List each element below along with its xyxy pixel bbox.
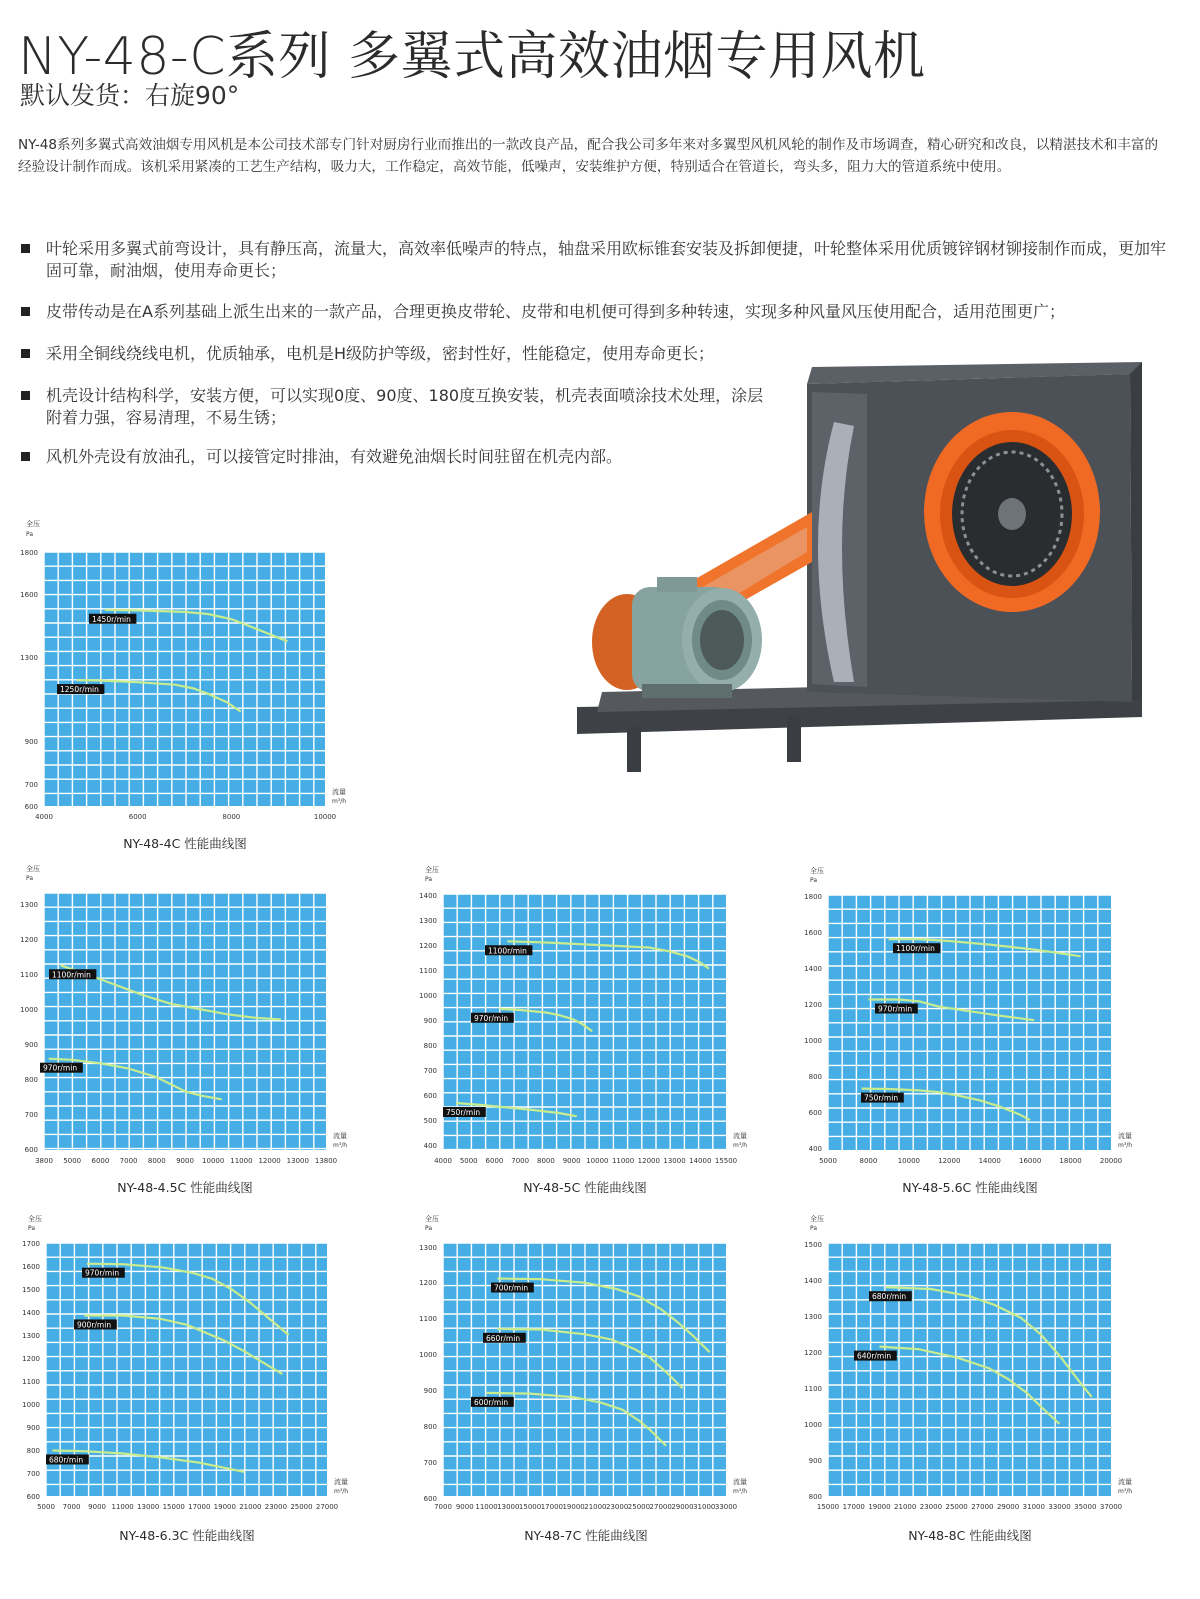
feature-item: 皮带传动是在A系列基础上派生出来的一款产品，合理更换皮带轮、皮带和电机便可得到多种转速，实现多种风量风压使用配合，适用范围更广； bbox=[18, 301, 1178, 323]
x-tick-label: 11000 bbox=[611, 1157, 635, 1165]
y-tick-label: 600 bbox=[26, 1493, 40, 1501]
y-tick-label: 1000 bbox=[419, 1351, 437, 1359]
y-axis-label: 全压 bbox=[810, 867, 824, 875]
x-tick-label: 23000 bbox=[606, 1503, 629, 1511]
series-label: 1100r/min bbox=[52, 970, 91, 980]
y-axis-unit: Pa bbox=[425, 876, 433, 883]
x-tick-label: 17000 bbox=[188, 1503, 211, 1511]
y-tick-label: 1300 bbox=[20, 901, 38, 909]
x-tick-label: 14000 bbox=[689, 1157, 712, 1165]
chart-title: NY-48-7C 性能曲线图 bbox=[524, 1528, 648, 1543]
x-tick-label: 13000 bbox=[137, 1503, 160, 1511]
series-label: 660r/min bbox=[486, 1333, 521, 1343]
x-tick-label: 11000 bbox=[475, 1503, 498, 1511]
y-tick-label: 800 bbox=[808, 1493, 822, 1501]
x-tick-label: 20000 bbox=[1099, 1157, 1123, 1165]
x-tick-label: 13000 bbox=[663, 1157, 686, 1165]
y-axis-label: 全压 bbox=[28, 1215, 42, 1223]
x-axis-label: 流量 bbox=[733, 1132, 747, 1140]
y-tick-label: 800 bbox=[423, 1423, 437, 1431]
y-tick-label: 1400 bbox=[419, 892, 437, 900]
x-axis-unit: m³/h bbox=[334, 1488, 349, 1495]
x-tick-label: 14000 bbox=[978, 1157, 1001, 1165]
chart-5 bbox=[46, 1243, 327, 1496]
x-tick-label: 16000 bbox=[1019, 1157, 1042, 1165]
chart-6 bbox=[443, 1243, 726, 1496]
intro-paragraph: NY-48系列多翼式高效油烟专用风机是本公司技术部专门针对厨房行业而推出的一款改良产品，配合我公司多年来对多翼型风机风轮的制作及市场调查，精心研究和改良，以精湛技术和丰富的经验设计制作而成。该机采用紧凑的工艺生产结构，吸力大，工作稳定，高效节能，低噪声，安装维护方便，特别适合在管道长，弯头多，阻力大的管道系统中使用。 bbox=[18, 137, 1159, 175]
x-tick-label: 18000 bbox=[1059, 1157, 1082, 1165]
y-tick-label: 400 bbox=[808, 1145, 822, 1153]
y-tick-label: 1000 bbox=[804, 1421, 822, 1429]
x-tick-label: 7000 bbox=[62, 1503, 81, 1511]
x-tick-label: 10000 bbox=[313, 813, 337, 821]
series-label: 1450r/min bbox=[92, 614, 131, 624]
y-tick-label: 1800 bbox=[804, 893, 822, 901]
y-tick-label: 1400 bbox=[22, 1309, 40, 1317]
feature-item: 叶轮采用多翼式前弯设计，具有静压高，流量大，高效率低噪声的特点，轴盘采用欧标锥套安装及拆卸便捷，叶轮整体采用优质镀锌钢材铆接制作而成，更加牢固可靠，耐油烟，使用寿命更长； bbox=[18, 238, 1178, 282]
y-tick-label: 1300 bbox=[20, 654, 38, 662]
x-tick-label: 17000 bbox=[540, 1503, 563, 1511]
x-tick-label: 4000 bbox=[434, 1157, 452, 1165]
page-title: NY-48-C系列 多翼式高效油烟专用风机 bbox=[18, 27, 926, 87]
x-tick-label: 9000 bbox=[455, 1503, 474, 1511]
y-axis-unit: Pa bbox=[28, 1225, 36, 1232]
y-tick-label: 800 bbox=[24, 1076, 38, 1084]
series-label: 680r/min bbox=[49, 1455, 84, 1465]
y-tick-label: 800 bbox=[808, 1073, 822, 1081]
y-axis-unit: Pa bbox=[26, 875, 34, 882]
x-tick-label: 9000 bbox=[562, 1157, 581, 1165]
x-tick-label: 12000 bbox=[637, 1157, 660, 1165]
y-tick-label: 900 bbox=[24, 1041, 38, 1049]
x-tick-label: 12000 bbox=[938, 1157, 961, 1165]
y-axis-unit: Pa bbox=[26, 531, 34, 538]
x-tick-label: 17000 bbox=[842, 1503, 865, 1511]
x-tick-label: 29000 bbox=[671, 1503, 694, 1511]
x-axis-unit: m³/h bbox=[1118, 1142, 1133, 1149]
x-tick-label: 8000 bbox=[222, 813, 241, 821]
page-subtitle: 默认发货：右旋90° bbox=[20, 81, 240, 110]
x-tick-label: 5000 bbox=[819, 1157, 837, 1165]
y-tick-label: 1300 bbox=[22, 1332, 40, 1340]
x-tick-label: 10000 bbox=[202, 1157, 225, 1165]
x-tick-label: 19000 bbox=[213, 1503, 236, 1511]
x-tick-label: 21000 bbox=[239, 1503, 262, 1511]
x-tick-label: 11000 bbox=[230, 1157, 253, 1165]
x-tick-label: 11000 bbox=[111, 1503, 134, 1511]
x-tick-label: 25000 bbox=[290, 1503, 313, 1511]
x-tick-label: 6000 bbox=[485, 1157, 504, 1165]
y-tick-label: 1200 bbox=[804, 1001, 822, 1009]
x-tick-label: 12000 bbox=[258, 1157, 281, 1165]
x-axis-label: 流量 bbox=[1118, 1132, 1132, 1140]
x-tick-label: 23000 bbox=[264, 1503, 288, 1511]
y-tick-label: 1600 bbox=[804, 929, 822, 937]
y-tick-label: 1300 bbox=[419, 1244, 437, 1252]
x-tick-label: 31000 bbox=[1022, 1503, 1045, 1511]
y-tick-label: 700 bbox=[423, 1459, 437, 1467]
y-tick-label: 1100 bbox=[419, 1315, 437, 1323]
x-tick-label: 21000 bbox=[894, 1503, 917, 1511]
y-axis-label: 全压 bbox=[26, 865, 40, 873]
x-axis-label: 流量 bbox=[733, 1478, 747, 1486]
chart-title: NY-48-8C 性能曲线图 bbox=[908, 1528, 1032, 1543]
x-tick-label: 9000 bbox=[176, 1157, 194, 1165]
chart-title: NY-48-4.5C 性能曲线图 bbox=[117, 1180, 253, 1195]
x-tick-label: 4000 bbox=[35, 813, 53, 821]
y-axis-label: 全压 bbox=[425, 1215, 439, 1223]
x-axis-label: 流量 bbox=[334, 1478, 348, 1486]
y-tick-label: 1500 bbox=[804, 1241, 822, 1249]
chart-title: NY-48-6.3C 性能曲线图 bbox=[119, 1528, 255, 1543]
y-tick-label: 500 bbox=[423, 1117, 437, 1125]
y-tick-label: 900 bbox=[808, 1457, 822, 1465]
series-label: 750r/min bbox=[446, 1108, 481, 1117]
x-tick-label: 27000 bbox=[315, 1503, 339, 1511]
x-tick-label: 5000 bbox=[63, 1157, 82, 1165]
y-tick-label: 1600 bbox=[22, 1263, 40, 1271]
series-label: 750r/min bbox=[864, 1093, 899, 1103]
y-tick-label: 1100 bbox=[22, 1378, 40, 1386]
y-tick-label: 1100 bbox=[804, 1385, 822, 1393]
y-tick-label: 1100 bbox=[20, 971, 38, 979]
x-tick-label: 10000 bbox=[586, 1157, 609, 1165]
y-axis-label: 全压 bbox=[26, 520, 40, 528]
y-tick-label: 1000 bbox=[804, 1037, 822, 1045]
x-tick-label: 13800 bbox=[314, 1157, 338, 1165]
y-tick-label: 1200 bbox=[419, 1279, 437, 1287]
series-label: 600r/min bbox=[474, 1397, 509, 1407]
series-label: 640r/min bbox=[857, 1351, 892, 1361]
y-tick-label: 1200 bbox=[804, 1349, 822, 1357]
y-tick-label: 1500 bbox=[22, 1286, 40, 1294]
y-tick-label: 1200 bbox=[419, 942, 437, 950]
x-axis-label: 流量 bbox=[332, 788, 346, 796]
x-tick-label: 10000 bbox=[897, 1157, 920, 1165]
y-tick-label: 600 bbox=[24, 1146, 38, 1154]
y-axis-unit: Pa bbox=[810, 877, 818, 884]
x-tick-label: 7000 bbox=[511, 1157, 530, 1165]
y-axis-label: 全压 bbox=[810, 1215, 824, 1223]
y-tick-label: 800 bbox=[26, 1447, 40, 1455]
y-tick-label: 1400 bbox=[804, 1277, 822, 1285]
y-tick-label: 1200 bbox=[20, 936, 38, 944]
y-tick-label: 700 bbox=[24, 781, 38, 789]
y-tick-label: 600 bbox=[24, 803, 38, 811]
x-axis-unit: m³/h bbox=[733, 1142, 748, 1149]
series-label: 1100r/min bbox=[488, 946, 527, 956]
series-label: 1250r/min bbox=[60, 685, 99, 695]
series-label: 970r/min bbox=[878, 1004, 913, 1014]
y-tick-label: 400 bbox=[423, 1142, 437, 1150]
x-tick-label: 8000 bbox=[859, 1157, 878, 1165]
x-tick-label: 25000 bbox=[945, 1503, 968, 1511]
x-tick-label: 27000 bbox=[971, 1503, 994, 1511]
x-tick-label: 15000 bbox=[518, 1503, 542, 1511]
x-tick-label: 35000 bbox=[1074, 1503, 1097, 1511]
series-label: 970r/min bbox=[85, 1268, 120, 1278]
x-tick-label: 27000 bbox=[649, 1503, 672, 1511]
y-tick-label: 1400 bbox=[804, 965, 822, 973]
x-tick-label: 6000 bbox=[91, 1157, 110, 1165]
y-tick-label: 700 bbox=[24, 1111, 38, 1119]
y-tick-label: 1100 bbox=[419, 967, 437, 975]
y-tick-label: 900 bbox=[26, 1424, 40, 1432]
x-tick-label: 9000 bbox=[88, 1503, 107, 1511]
feature-item: 采用全铜线绕线电机，优质轴承，电机是H级防护等级，密封性好，性能稳定，使用寿命更长； bbox=[18, 343, 1178, 365]
y-tick-label: 600 bbox=[423, 1092, 437, 1100]
series-label: 970r/min bbox=[474, 1013, 509, 1023]
y-tick-label: 900 bbox=[423, 1387, 437, 1395]
feature-item: 机壳设计结构科学，安装方便，可以实现0度、90度、180度互换安装，机壳表面喷涂技术处理，涂层附着力强，容易清理，不易生锈； bbox=[18, 385, 766, 429]
x-tick-label: 15000 bbox=[816, 1503, 840, 1511]
x-tick-label: 8000 bbox=[147, 1157, 166, 1165]
y-tick-label: 1700 bbox=[22, 1240, 40, 1248]
x-tick-label: 5000 bbox=[459, 1157, 478, 1165]
x-tick-label: 15000 bbox=[162, 1503, 185, 1511]
x-tick-label: 6000 bbox=[128, 813, 147, 821]
x-tick-label: 13000 bbox=[286, 1157, 309, 1165]
series-label: 680r/min bbox=[872, 1292, 907, 1302]
chart-title: NY-48-5C 性能曲线图 bbox=[523, 1180, 647, 1195]
y-tick-label: 1000 bbox=[22, 1401, 40, 1409]
y-tick-label: 800 bbox=[423, 1042, 437, 1050]
y-tick-label: 600 bbox=[423, 1495, 437, 1503]
x-tick-label: 31000 bbox=[693, 1503, 716, 1511]
y-axis-unit: Pa bbox=[810, 1225, 818, 1232]
feature-item: 风机外壳设有放油孔，可以接管定时排油，有效避免油烟长时间驻留在机壳内部。 bbox=[18, 446, 1178, 468]
chart-1 bbox=[44, 552, 325, 806]
x-axis-unit: m³/h bbox=[733, 1488, 748, 1495]
x-axis-unit: m³/h bbox=[1118, 1488, 1133, 1495]
x-tick-label: 13000 bbox=[497, 1503, 520, 1511]
y-tick-label: 1300 bbox=[419, 917, 437, 925]
series-label: 900r/min bbox=[77, 1320, 112, 1330]
x-tick-label: 37000 bbox=[1099, 1503, 1123, 1511]
y-tick-label: 600 bbox=[808, 1109, 822, 1117]
x-axis-label: 流量 bbox=[1118, 1478, 1132, 1486]
chart-2 bbox=[40, 893, 326, 1150]
y-axis-unit: Pa bbox=[425, 1225, 433, 1232]
x-axis-label: 流量 bbox=[333, 1132, 347, 1140]
series-label: 700r/min bbox=[494, 1283, 529, 1293]
x-axis-unit: m³/h bbox=[333, 1142, 348, 1149]
x-tick-label: 7000 bbox=[119, 1157, 138, 1165]
y-tick-label: 1600 bbox=[20, 591, 38, 599]
x-tick-label: 25000 bbox=[627, 1503, 651, 1511]
chart-title: NY-48-5.6C 性能曲线图 bbox=[902, 1180, 1038, 1195]
x-tick-label: 29000 bbox=[996, 1503, 1020, 1511]
y-tick-label: 1200 bbox=[22, 1355, 40, 1363]
y-tick-label: 1800 bbox=[20, 549, 38, 557]
chart-7 bbox=[828, 1243, 1111, 1496]
x-tick-label: 15500 bbox=[714, 1157, 738, 1165]
y-tick-label: 1000 bbox=[419, 992, 437, 1000]
x-tick-label: 8000 bbox=[536, 1157, 555, 1165]
x-tick-label: 3800 bbox=[35, 1157, 53, 1165]
y-tick-label: 900 bbox=[24, 738, 38, 746]
x-tick-label: 33000 bbox=[714, 1503, 738, 1511]
series-label: 970r/min bbox=[43, 1063, 78, 1073]
y-tick-label: 700 bbox=[26, 1470, 40, 1478]
x-axis-unit: m³/h bbox=[332, 798, 347, 805]
x-tick-label: 5000 bbox=[37, 1503, 55, 1511]
x-tick-label: 33000 bbox=[1048, 1503, 1071, 1511]
x-tick-label: 21000 bbox=[584, 1503, 607, 1511]
y-tick-label: 1300 bbox=[804, 1313, 822, 1321]
y-axis-label: 全压 bbox=[425, 866, 439, 874]
y-tick-label: 1000 bbox=[20, 1006, 38, 1014]
series-label: 1100r/min bbox=[896, 944, 935, 954]
x-tick-label: 19000 bbox=[868, 1503, 891, 1511]
x-tick-label: 23000 bbox=[919, 1503, 943, 1511]
x-tick-label: 7000 bbox=[434, 1503, 452, 1511]
chart-title: NY-48-4C 性能曲线图 bbox=[123, 836, 247, 851]
x-tick-label: 19000 bbox=[562, 1503, 585, 1511]
y-tick-label: 700 bbox=[423, 1067, 437, 1075]
y-tick-label: 900 bbox=[423, 1017, 437, 1025]
chart-4 bbox=[828, 895, 1111, 1150]
